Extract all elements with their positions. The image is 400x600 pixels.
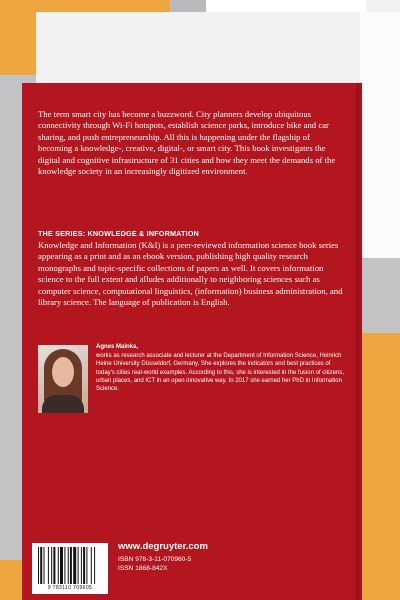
barcode-number: 9 783110 709605 [47,585,93,591]
background-block-white [206,0,366,12]
series-description: Knowledge and Information (K&I) is a peer-reviewed information science book series appearing as a print and as an ebook version, publishing high quality research monographs and topic-specific collections of papers as well. It covers information science to the full extent and alludes additionally to neighboring sciences such as computer science, computational linguistics, (information) business administration, and library science. The language of publication is English. [38,240,343,308]
barcode-icon [38,547,102,584]
author-photo [38,345,88,413]
series-heading: THE SERIES: KNOWLEDGE & INFORMATION [38,229,199,238]
cover-shadow [356,83,364,600]
author-name: Agnes Mainka, [96,344,139,350]
background-block-gray [360,258,400,333]
isbn-text: ISBN 978-3-11-070960-5 [118,556,192,563]
background-block-orange [0,0,36,75]
barcode [32,543,108,594]
background-block-white [360,12,400,258]
publisher-website: www.degruyter.com [118,541,208,552]
author-bio: works as research associate and lecturer at the Department of Information Science, Heinrich Heine University Düsseldorf, Germany. She explores the indicators and best practices of today's cities real-world examples. According to this, she is interested in the fusion of citizens, urban places, and ICT in an open innovative way. In 2017 she earned her PhD in Information Science. [96,353,344,393]
background-block-gray [170,0,206,12]
background-block-orange [360,333,400,600]
book-back-cover [22,83,362,600]
background-block-orange [36,0,170,12]
book-description: The term smart city has become a buzzword. City planners develop ubiquitous connectivity through Wi-Fi hotspots, establish science parks, introduce bike and car sharing, and push entrepreneurship. All this is happening under the flagship of becoming a knowledge-, creative, digital-, or smart city. This book investigates the digital and cognitive infrastructure of 31 cities and how they meet the demands of the knowledge society in an increasingly digitized environment. [38,109,336,177]
issn-text: ISSN 1868-842X [118,565,168,572]
